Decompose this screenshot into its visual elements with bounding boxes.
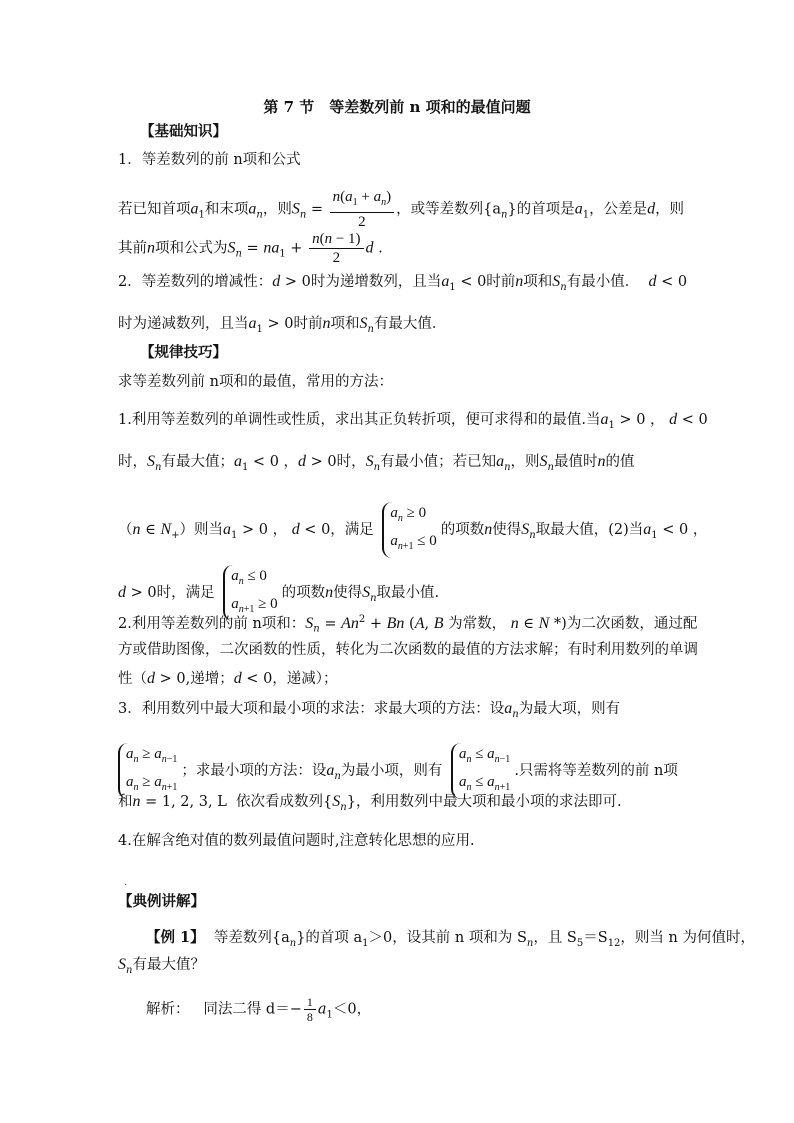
basic-item-2-cont: 时为递减数列，且当$a_1 > 0$时前n项和$S_n$有最大值． [118,315,447,335]
stray-mark: · [124,880,128,891]
section-tips-heading: 【规律技巧】 [140,344,227,361]
example-1: 【例 1】 等差数列$\{a_n\}$的首项 $a_1>0$，设其前 n 项和为 $S_n$，且 $S_5=S_{12}$，则当 n 为何值时， [146,929,755,949]
tips-item-3: 3．利用数列中最大项和最小项的求法：求最大项的方法：设$a_n$为最大项，则有 [118,700,621,720]
tips-item-1-line3: （n ∈ $N_+$）则当$a_1 > 0$ ， d < 0，满足 $a_n \ge 0$ $a_{n+1} \le 0$ 的项数n使得$S_n$取最大值，(2)当$a_1 < 0$ ， [118,502,707,558]
tips-item-2: 2.利用等差数列的前 n项和：$S_n = An^2 + Bn$ (A, B 为常数， n ∈ N *)为二次函数，通过配 [118,614,698,635]
tips-item-2-line2: 方或借助图像，二次函数的性质，转化为二次函数的最值的方法求解；有时利用数列的单调 [118,642,698,658]
tips-item-1-line2: 时，$S_n$有最大值；$a_1 < 0$ ，d > 0时，$S_n$有最小值；若已知$a_n$，则$S_n$最值时n的值 [118,453,635,473]
basic-line-3: 其前n项和公式为$S_n = na_1$ + $\frac{n(n - 1)}{2}$ d . [118,231,383,266]
example-1-line2: $S_n$有最大值？ [118,956,205,976]
basic-line-2: 若已知首项$a_1$和末项$a_n$，则$S_n$ = $\frac{n(a_1 + a_n)}{2}$ ，或等差数列$\{a_n\}$的首项是$a_1$，公差是d，则 [118,189,685,230]
page-title: 第 7 节 等差数列前 n 项和的最值问题 [263,98,531,116]
section-basic-heading: 【基础知识】 [140,123,227,140]
tips-item-1-line4: d > 0时，满足 $a_n \le 0$ $a_{n+1} \ge 0$ 的项数n使得$S_n$取最小值. [118,565,439,621]
tips-item-4: 4.在解含绝对值的数列最值问题时,注意转化思想的应用. [118,833,475,849]
tips-item-3-line2: $a_n \ge a_{n-1}$ $a_n \ge a_{n+1}$ ；求最小项的方法：设$a_n$为最小项，则有 $a_n \le a_{n-1}$ $a_n \le a_{n+1}$ .只需将等差数列的前 n项 [118,743,678,799]
section-examples-heading: 【典例讲解】 [118,893,205,910]
tips-item-3-line3: 和n = 1, 2, 3, L 依次看成数列$\{S_n\}$，利用数列中最大项和最小项的求法即可. [118,793,622,813]
tips-item-1: 1.利用等差数列的单调性或性质，求出其正负转折项，便可求得和的最值.当$a_1 > 0$ ， d < 0 [118,411,708,431]
tips-intro: 求等差数列前 n项和的最值，常用的方法： [118,374,393,390]
basic-item-1: 1．等差数列的前 n项和公式 [118,152,301,168]
example-1-solution: 解析： 同法二得 d＝− $\frac{1}{8}$ $a_1<0$， [146,995,372,1024]
basic-item-2: 2．等差数列的增减性：d > 0时为递增数列，且当$a_1 < 0$时前n项和$S_n$有最小值． d < 0 [118,273,688,293]
tips-item-2-line3: 性（d > 0,递增；d < 0，递减）； [118,670,338,687]
